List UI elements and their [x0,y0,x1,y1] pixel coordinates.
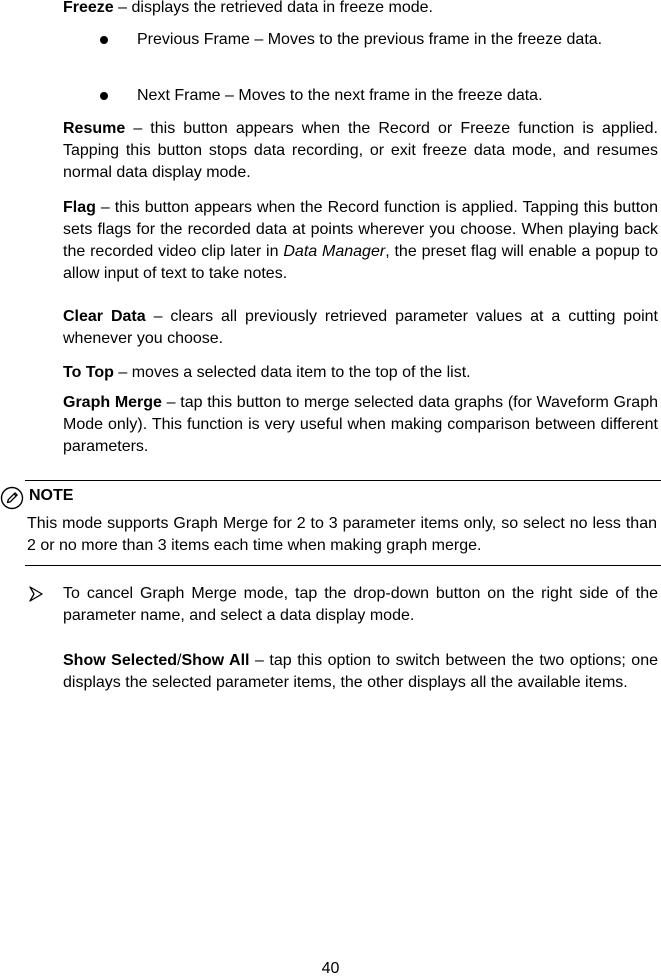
graph-merge-item [63,392,658,458]
show-selected-desc: – tap this option to switch between the two options; one displays the selected parameter items, the other displays all the available items. [63,652,659,691]
note-bottom-rule [25,565,661,566]
bullet-icon [100,36,108,44]
clear-data-desc: – clears all previously retrieved parameter values at a cutting point whenever you choose. [63,308,658,347]
show-selected-term-a: Show Selected [63,652,177,669]
note-title: NOTE [29,487,74,504]
show-selected-item [63,650,658,694]
freeze-item [63,0,658,19]
flag-desc-a: – this button appears when the Record function is applied. Tapping this button sets flags for the recorded data at points wherever you choose. When playing back the recorded video clip later in [63,199,658,260]
arrow-right-icon [29,586,43,602]
page-number: 40 [321,960,340,977]
flag-desc-em: Data Manager [283,243,386,260]
to-top-item [63,362,658,384]
freeze-term: Freeze [63,0,114,16]
note-top-rule [25,480,661,481]
show-selected-term-b: Show All [181,652,250,669]
note-text: This mode supports Graph Merge for 2 to 3 parameter items only, so select no less than 2 or no more than 3 items each time when making graph merge. [27,515,657,554]
flag-item [63,197,658,285]
to-top-term: To Top [63,364,114,381]
resume-term: Resume [63,120,126,137]
bullet-text: Previous Frame – Moves to the previous frame in the freeze data. [137,31,603,48]
graph-merge-desc: – tap this button to merge selected data graphs (for Waveform Graph Mode only). This function is very useful when making comparison between different parameters. [63,394,659,455]
freeze-desc: – displays the retrieved data in freeze mode. [113,0,433,16]
tip-text: To cancel Graph Merge mode, tap the drop-down button on the right side of the parameter name, and select a data display mode. [63,585,658,624]
bullet-icon [100,92,108,100]
bullet-text: Next Frame – Moves to the next frame in the freeze data. [137,87,543,104]
to-top-desc: – moves a selected data item to the top of the list. [113,364,471,381]
pencil-icon [0,486,24,510]
graph-merge-term: Graph Merge [63,394,162,411]
clear-data-item [63,306,658,350]
show-selected-sep: / [177,652,182,669]
clear-data-term: Clear Data [63,308,146,325]
resume-desc: – this button appears when the Record or Freeze function is applied. Tapping this button stops data recording, or exit freeze data mode, and resumes normal data display mode. [63,120,658,181]
note-box [25,480,661,566]
flag-desc-b: , the preset flag will enable a popup to allow input of text to take notes. [63,243,659,282]
flag-term: Flag [63,199,96,216]
resume-item [63,118,658,184]
